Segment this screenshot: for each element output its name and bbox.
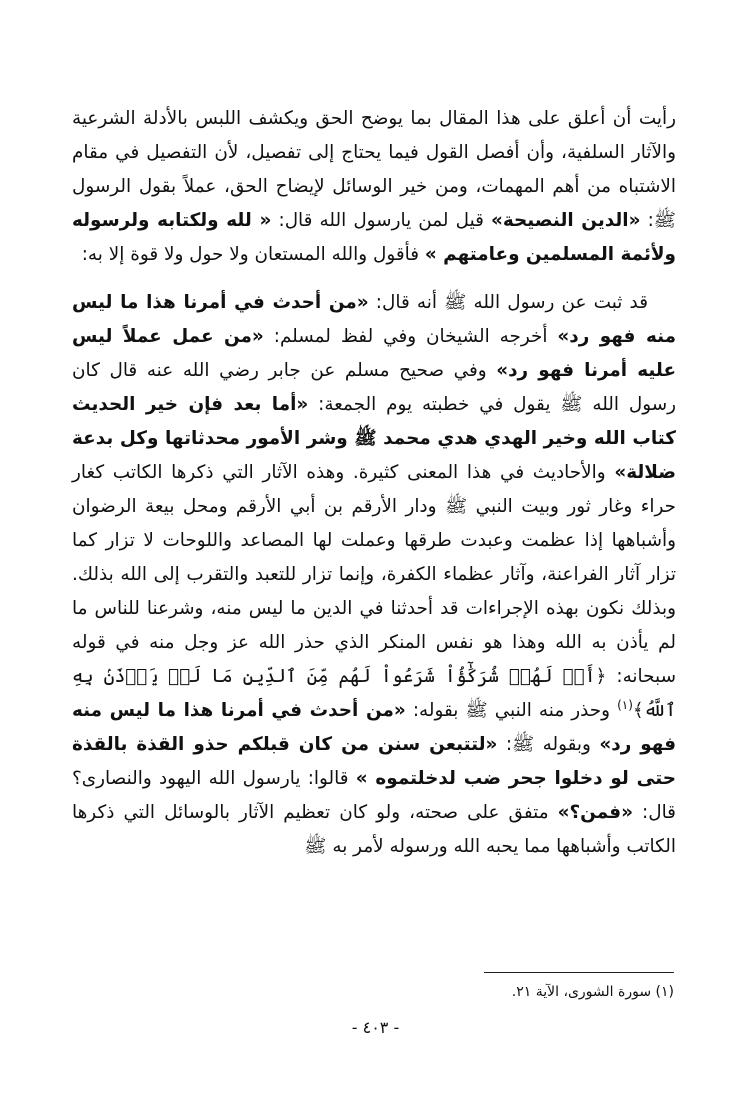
main-text: وحذر منه النبي ﷺ بقوله:: [405, 700, 618, 721]
body-text: [72, 102, 676, 864]
intro-text-mid: قيل لمن يارسول الله قال:: [271, 210, 492, 231]
main-text: وفي صحيح مسلم عن جابر رضي الله عنه قال كان رسول الله ﷺ يقول في خطبته يوم الجمعة:: [72, 360, 676, 415]
hadith-quote: «من عمل عملاً ليس عليه أمرنا فهو رد»: [72, 326, 677, 381]
hadith-quote: «الدين النصيحة»: [491, 210, 641, 231]
paragraph-intro: [72, 102, 676, 272]
hadith-quote: «من أحدث في أمرنا هذا ما ليس منه فهو رد»: [72, 292, 676, 347]
main-text: أخرجه الشيخان وفي لفظ لمسلم:: [263, 326, 558, 347]
paragraph-main: [72, 286, 676, 864]
hadith-quote: «من أحدث في أمرنا هذا ما ليس منه فهو رد»: [72, 700, 676, 755]
intro-text: رأيت أن أعلق على هذا المقال بما يوضح الحق ويكشف اللبس بالأدلة الشرعية والآثار السلفية، وأن أفصل القول فيما يحتاج إلى تفصيل، لأن التفصيل في مقام الاشتباه من أهم المهمات، ومن خير الوسائل لإيضاح الحق، عملاً بقول الرسول ﷺ:: [72, 108, 677, 231]
main-text: والأحاديث في هذا المعنى كثيرة. وهذه الآثار التي ذكرها الكاتب كغار حراء وغار ثور وبيت النبي ﷺ ودار الأرقم بن أبي الأرقم ومحل بيعة الرضوان وأشباهها إذا عظمت وعبدت طرقها وعملت لها المصاعد واللوحات لا تزار كما تزار آثار الفراعنة، وآثار عظماء الكفرة، وإنما تزار للتعبد والتقرب إلى الله بذلك. وبذلك نكون بهذه الإجراءات قد أحدثنا في الدين ما ليس منه، وشرعنا للناس ما لم يأذن به الله وهذا هو نفس المنكر الذي حذر الله عز وجل منه في قوله سبحانه:: [72, 462, 676, 687]
hadith-quote: «لتتبعن سنن من كان قبلكم حذو القذة بالقذة حتى لو دخلوا جحر ضب لدخلتموه »: [72, 734, 676, 789]
main-text: وبقوله ﷺ:: [497, 734, 600, 755]
page-number: - ٤٠٣ -: [351, 1018, 400, 1037]
hadith-quote: «فمن؟»: [557, 802, 633, 823]
main-text: قالوا: يارسول الله اليهود والنصارى؟ قال:: [72, 768, 676, 823]
footnote: (١) سورة الشورى، الآية ٢١.: [511, 984, 674, 1000]
main-text: قد ثبت عن رسول الله ﷺ أنه قال:: [368, 292, 648, 313]
quran-verse: ﴿أَمۡ لَهُمۡ شُرَكَٰٓؤُاْ شَرَعُواْ لَهُم مِّنَ ٱلدِّينِ مَا لَمۡ يَأۡذَنۢ بِهِ ٱللَّهُ﴾: [72, 666, 677, 721]
footnote-reference: (١): [617, 697, 633, 712]
footnote-divider: [484, 972, 674, 973]
hadith-quote: « لله ولكتابه ولرسوله ولأئمة المسلمين وعامتهم »: [72, 210, 676, 265]
hadith-quote: «أما بعد فإن خير الحديث كتاب الله وخير الهدي هدي محمد ﷺ وشر الأمور محدثاتها وكل بدعة ضلالة»: [72, 394, 676, 483]
main-text: متفق على صحته، ولو كان تعظيم الآثار بالوسائل التي ذكرها الكاتب وأشباهها مما يحبه الله ورسوله لأمر به ﷺ: [72, 802, 676, 857]
intro-text-outro: فأقول والله المستعان ولا حول ولا قوة إلا به:: [81, 244, 425, 265]
